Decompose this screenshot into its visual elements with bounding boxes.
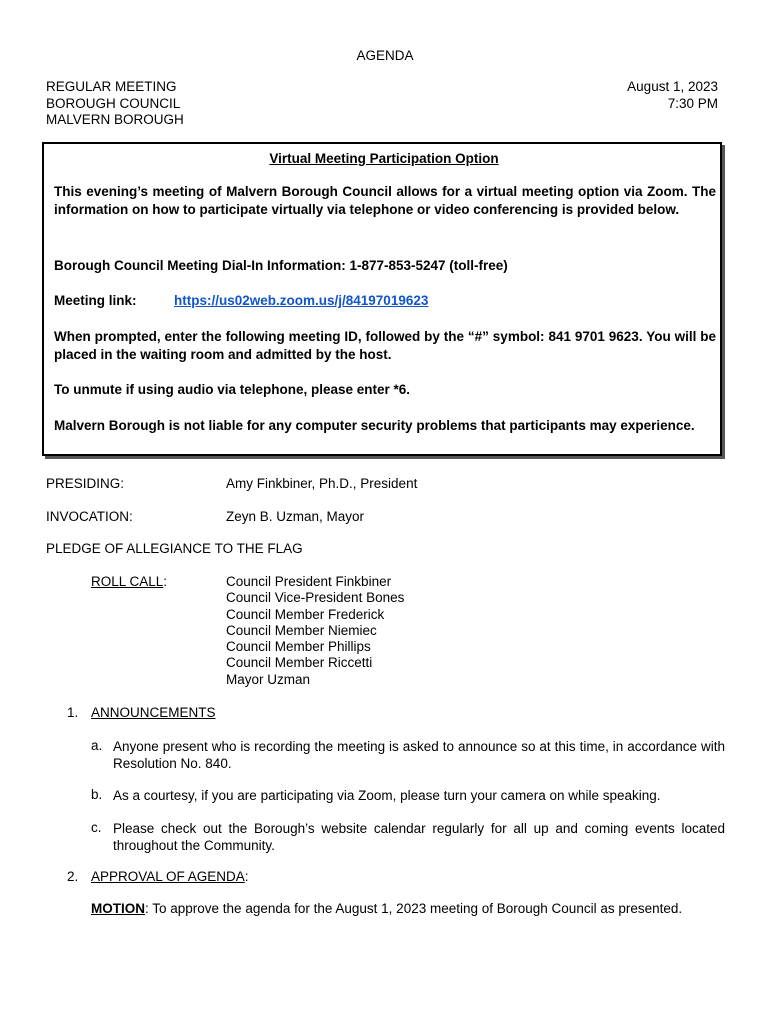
meeting-link-label: Meeting link:	[54, 293, 137, 308]
announcement-b-marker: b.	[91, 787, 103, 802]
roll-call-label	[91, 574, 167, 589]
announcement-c: Please check out the Borough’s website calendar regularly for all up and coming events located throughout the Community.	[113, 821, 725, 853]
borough-name: MALVERN BOROUGH	[46, 112, 184, 127]
roll-call-colon: :	[163, 574, 168, 589]
section-1-number: 1.	[67, 705, 79, 720]
announcement-a-marker: a.	[91, 738, 103, 753]
section-2-colon: :	[244, 869, 249, 884]
list-item: Council Member Frederick	[226, 606, 385, 622]
meeting-time: 7:30 PM	[667, 95, 718, 111]
dial-in-info: Borough Council Meeting Dial-In Information: 1-877-853-5247 (toll-free)	[54, 258, 508, 273]
section-2-heading	[91, 869, 249, 884]
unmute-info: To unmute if using audio via telephone, please enter *6.	[54, 382, 411, 397]
invocation-label: INVOCATION:	[46, 509, 133, 524]
announcement-b: As a courtesy, if you are participating via Zoom, please turn your camera on while speaking.	[113, 788, 661, 803]
section-1-title: ANNOUNCEMENTS	[91, 705, 216, 720]
page-title: AGENDA	[356, 48, 414, 63]
motion-text: : To approve the agenda for the August 1, 2023 meeting of Borough Council as presented.	[145, 901, 683, 916]
meeting-link-row	[54, 292, 716, 310]
section-2-title: APPROVAL OF AGENDA	[91, 869, 245, 884]
list-item: Council Vice-President Bones	[226, 590, 405, 606]
presiding-label: PRESIDING:	[46, 476, 125, 491]
motion-label: MOTION	[91, 901, 145, 916]
list-item: Council Member Phillips	[226, 639, 371, 655]
meeting-link[interactable]: https://us02web.zoom.us/j/84197019623	[174, 293, 429, 308]
motion	[91, 901, 682, 916]
list-item: Council Member Riccetti	[226, 655, 373, 671]
meeting-type: REGULAR MEETING	[46, 79, 177, 94]
meeting-header	[46, 79, 184, 129]
announcement-a: Anyone present who is recording the meeting is asked to announce so at this time, in accordance with Resolution No. 840.	[113, 739, 725, 771]
virtual-meeting-box	[42, 142, 722, 456]
list-item: Mayor Uzman	[226, 671, 311, 687]
roll-call-title: ROLL CALL	[91, 574, 164, 589]
announcement-c-marker: c.	[91, 820, 102, 835]
list-item: Council Member Niemiec	[226, 622, 377, 638]
section-2-number: 2.	[67, 869, 79, 884]
list-item: Council President Finkbiner	[226, 574, 392, 589]
virtual-intro: This evening’s meeting of Malvern Borough Council allows for a virtual meeting option via Zoom. The information on how to participate virtually via telephone or video conferencing is provided below.	[54, 184, 716, 217]
liability-notice: Malvern Borough is not liable for any computer security problems that participants may experience.	[54, 418, 695, 433]
invocation-value: Zeyn B. Uzman, Mayor	[226, 509, 365, 524]
presiding-value: Amy Finkbiner, Ph.D., President	[226, 476, 418, 491]
pledge: PLEDGE OF ALLEGIANCE TO THE FLAG	[46, 541, 303, 556]
meeting-date: August 1, 2023	[627, 79, 718, 94]
roll-call-list	[226, 574, 404, 688]
meeting-datetime	[627, 79, 718, 112]
virtual-heading: Virtual Meeting Participation Option	[269, 151, 499, 166]
council-name: BOROUGH COUNCIL	[46, 95, 181, 111]
meeting-id-info: When prompted, enter the following meeting ID, followed by the “#” symbol: 841 9701 9623. You will be placed in the waiting room and admitted by the host.	[54, 329, 716, 362]
